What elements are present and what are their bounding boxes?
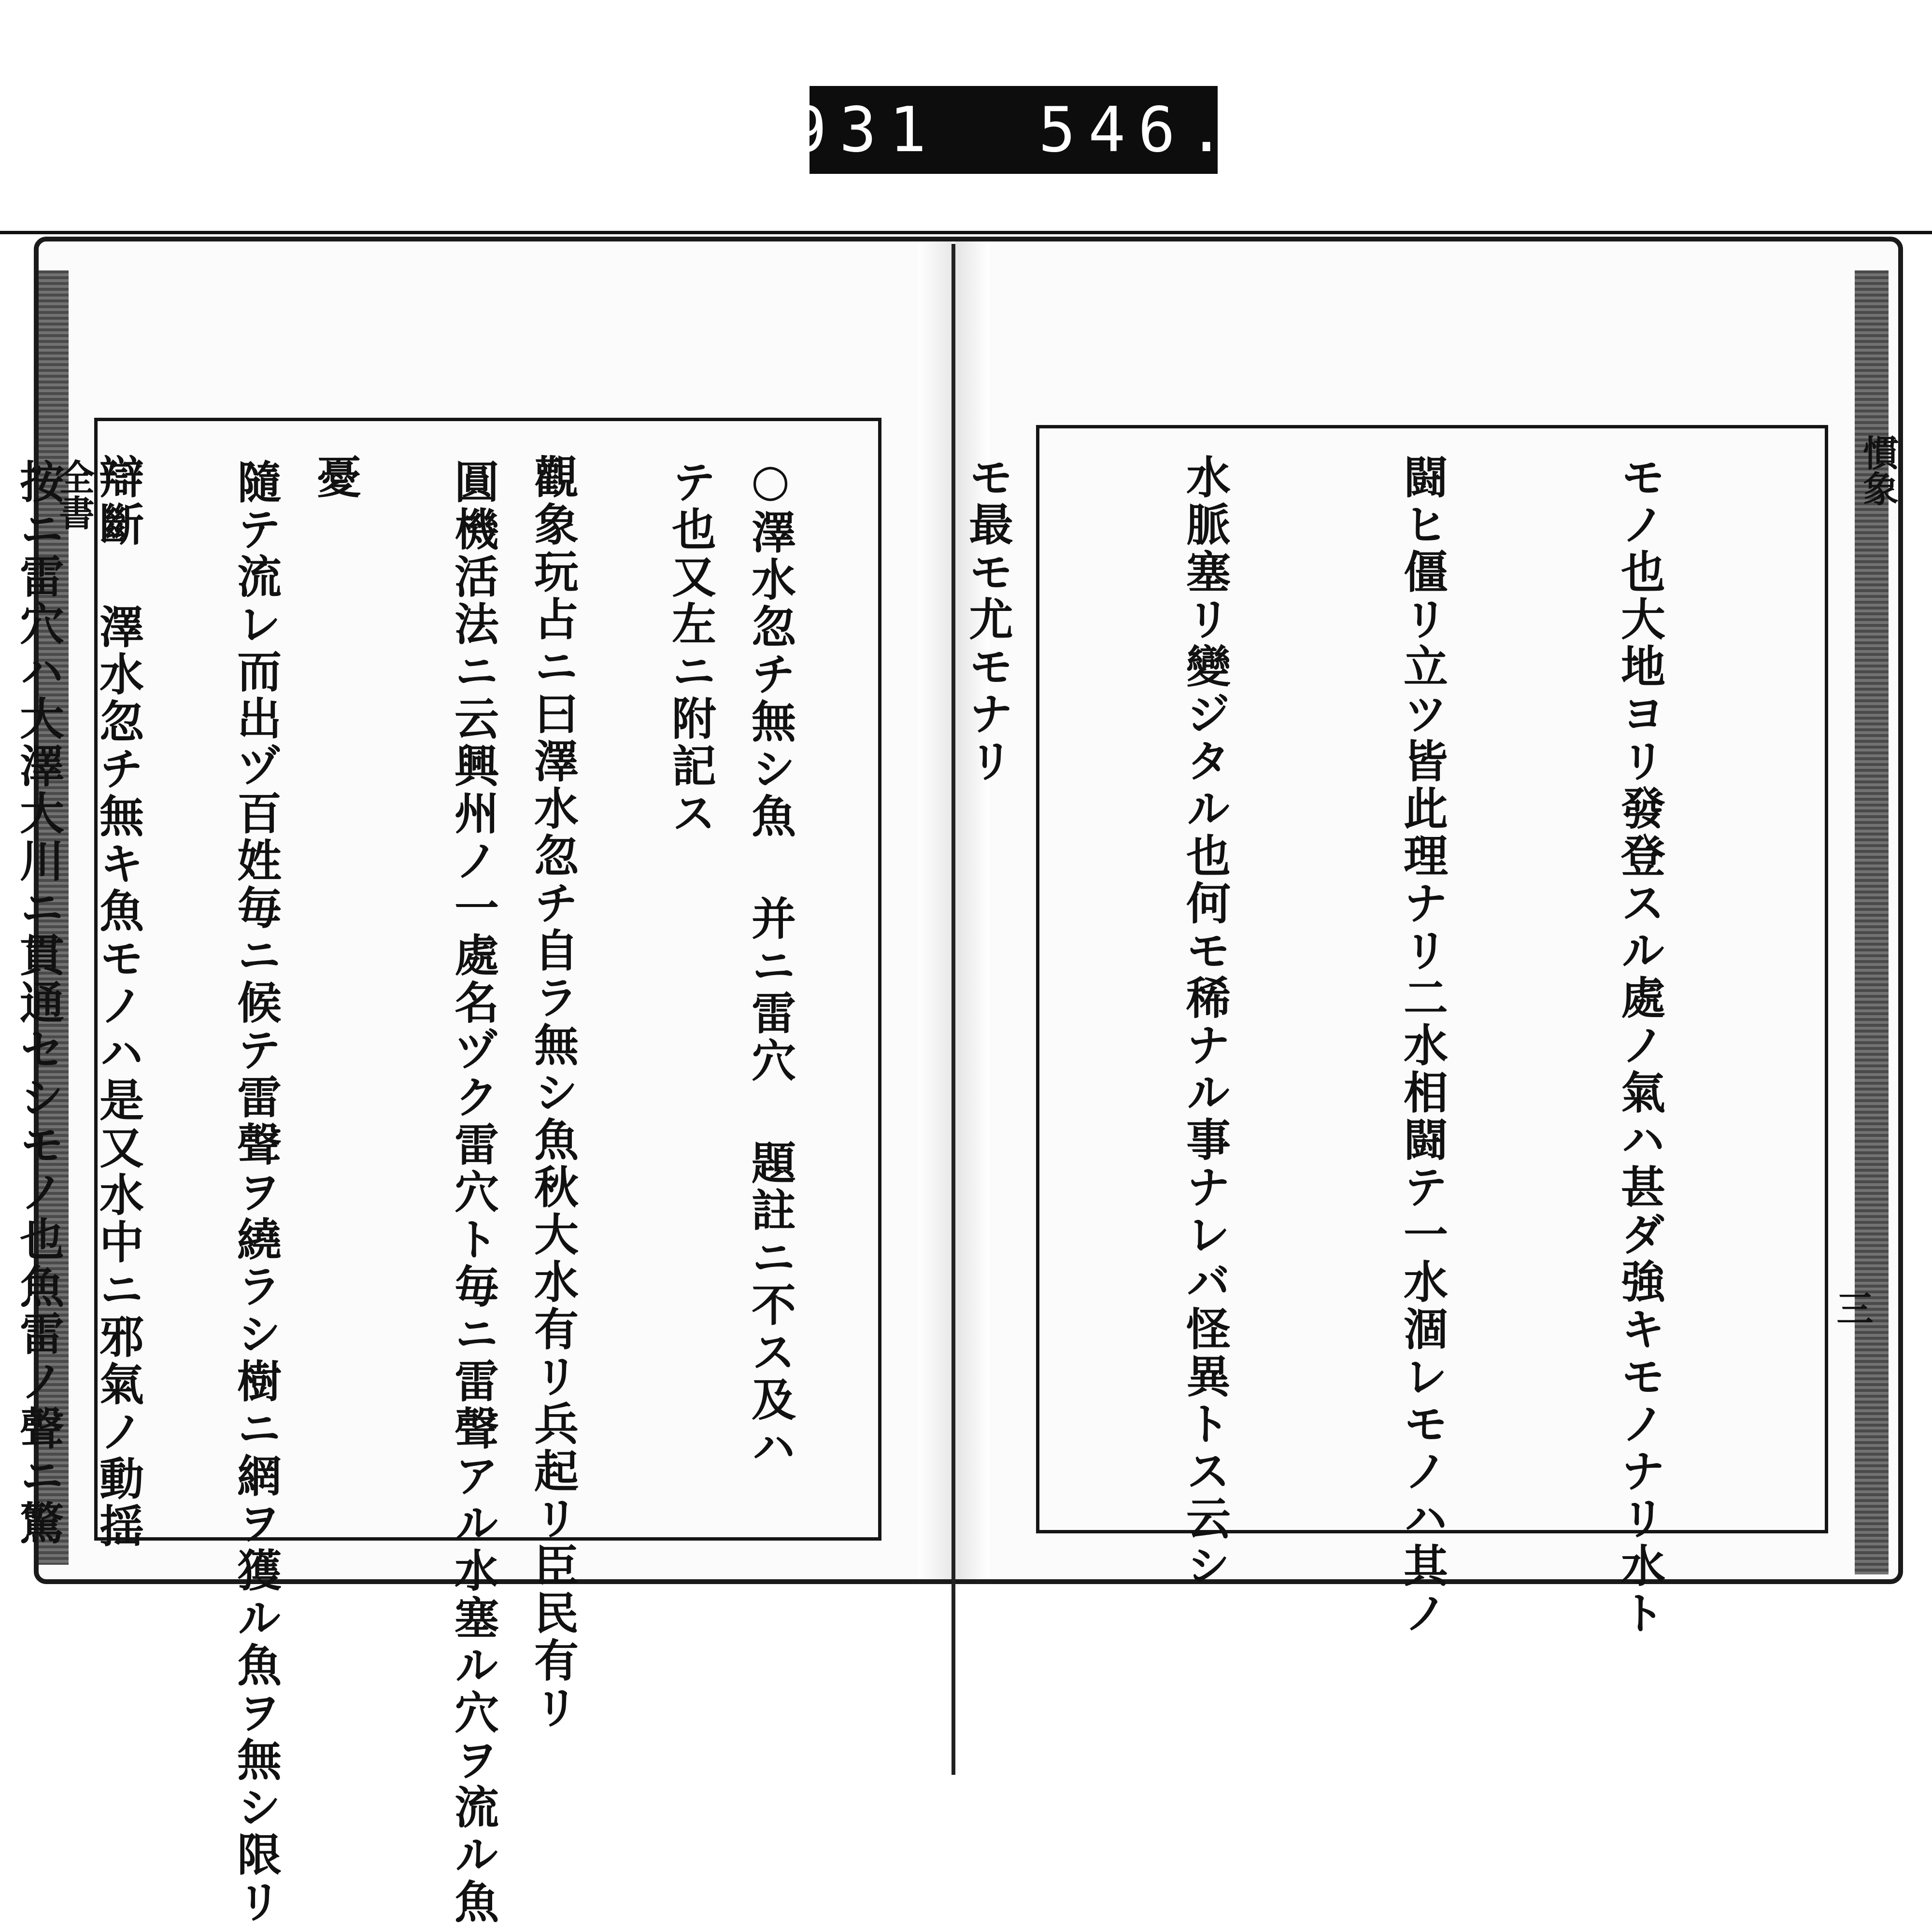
page-number: 三 (1831, 1289, 1874, 1326)
catalog-label: 931 546. (810, 86, 1218, 174)
top-rule (0, 231, 1932, 234)
text-column: 憂 (310, 454, 362, 501)
text-column: 水脈塞リ變ジタル也何モ稀ナル事ナレバ怪異トス云シ (1179, 454, 1231, 1590)
text-column: 圓機活法ニ云興州ノ一處名ヅク雷穴ト毎ニ雷聲アル水塞ル穴ヲ流ル魚 (447, 459, 499, 1926)
text-column: ○澤水忽チ無シ魚 并ニ雷穴 題註ニ不ス及ハ (744, 454, 796, 1471)
left-margin-title: 全書 (53, 459, 95, 530)
text-column: 觀象玩占ニ曰澤水忽チ自ラ無シ魚秋大水有リ兵起リ臣民有リ (527, 454, 579, 1732)
text-column: モ最モ尤モナリ (962, 454, 1014, 785)
text-column: 闘ヒ僵リ立ツ皆此理ナリ二水相闘テ一水涸レモノハ其ノ (1396, 454, 1449, 1637)
text-column: 隨テ流レ而出ヅ百姓毎ニ候テ雷聲ヲ繞ラシ樹ニ網ヲ獲ル魚ヲ無シ限リ (230, 459, 282, 1926)
right-margin-title: 慣象 (1857, 435, 1899, 506)
text-column: テ也又左ニ附記ス (665, 459, 717, 837)
text-column: 按ニ雷穴ハ大澤大川ニ貫通セシモノ也魚雷ノ聲ニ驚 (13, 459, 65, 1547)
text-column: モノ也大地ヨリ發登スル處ノ氣ハ甚ダ強キモノナリ水ト (1614, 454, 1666, 1637)
text-column: 辯斷 澤水忽チ無キ魚モノハ是又水中ニ邪氣ノ動揺 (92, 454, 144, 1550)
